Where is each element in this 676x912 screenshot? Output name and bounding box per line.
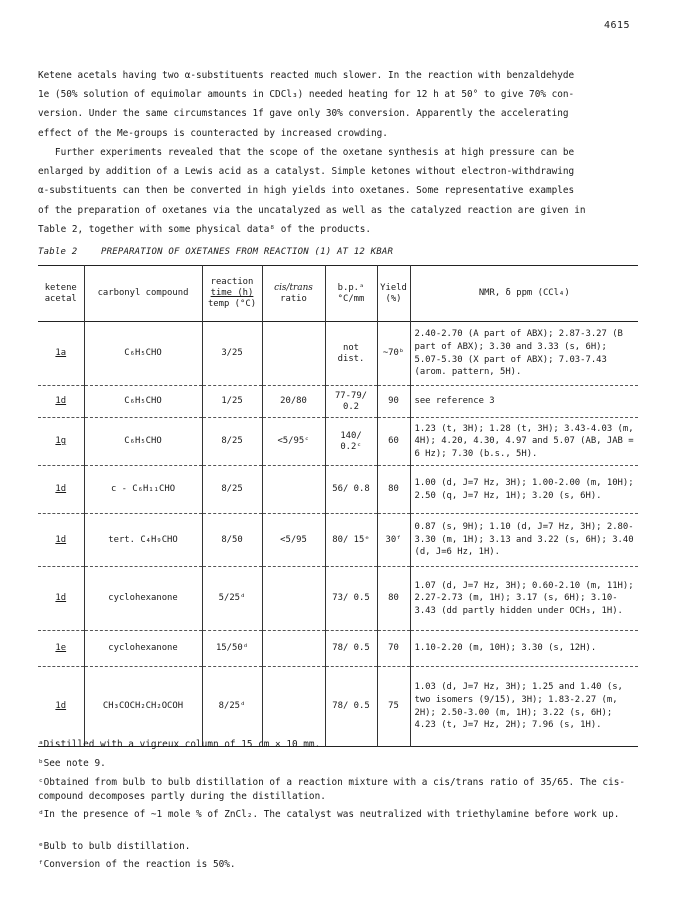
carbonyl-cell: cyclohexanone [84,567,202,631]
carbonyl-cell: tert. C₄H₉CHO [84,514,202,567]
footnote-c: ᶜObtained from bulb to bulb distillation of a reaction mixture with a cis/trans ratio of 35/65. The cis-compound decomposes partly during the distillation. [38,777,625,802]
nmr-cell: see reference 3 [410,386,638,418]
time-temp-cell: 3/25 [202,322,262,386]
paragraph-line: effect of the Me-groups is counteracted by increased crowding. [38,127,388,139]
time-temp-cell: 8/50 [202,514,262,567]
bp-unit-label: °C/mm [337,293,365,304]
yield-cell: 80 [377,567,410,631]
page-number: 4615 [604,20,631,31]
carbonyl-cell: C₆H₅CHO [84,418,202,466]
nmr-cell: 1.10-2.20 (m, 10H); 3.30 (s, 12H). [410,631,638,667]
ratio-cell: 20/80 [262,386,325,418]
time-temp-cell: 15/50ᵈ [202,631,262,667]
paragraph-line: Further experiments revealed that the scope of the oxetane synthesis at high pressure can be [38,147,575,158]
bp-cell: 78/ 0.5 [325,667,377,747]
footnote-a: ᵃDistilled with a vigreux column of 15 cm × 10 mm. [38,739,321,750]
yield-cell: 90 [377,386,410,418]
reaction-label: reaction [210,277,254,287]
ratio-cell [262,322,325,386]
yield-cell: ~70ᵇ [377,322,410,386]
carbonyl-cell: C₆H₅CHO [84,386,202,418]
ketene-acetal-cell: 1d [55,534,67,545]
ketene-acetal-cell: 1d [55,701,67,711]
ketene-acetal-cell: 1d [55,396,67,406]
yield-cell: 30ᶠ [377,514,410,567]
yield-unit-label: (%) [385,293,402,304]
table-header-row [38,266,638,322]
table-row [38,466,638,514]
paragraph-2 [38,143,638,239]
ratio-cell [262,567,325,631]
ketene-acetal-cell: 1d [55,484,67,494]
data-table [38,265,638,747]
yield-cell: 80 [377,466,410,514]
nmr-cell: 1.23 (t, 3H); 1.28 (t, 3H); 3.43-4.03 (m, 4H); 4.20, 4.30, 4.97 and 5.07 (AB, JAB = 6 Hz); 7.30 (b.s., 5H). [410,418,638,466]
carbonyl-cell: C₆H₅CHO [84,322,202,386]
bp-cell: 80/ 15ᵉ [325,514,377,567]
table-row [38,386,638,418]
yield-cell: 60 [377,418,410,466]
yield-cell: 70 [377,631,410,667]
col-header-carbonyl: carbonyl compound [84,266,202,322]
carbonyl-cell: cyclohexanone [84,631,202,667]
col-header-nmr: NMR, δ ppm (CCl₄) [410,266,638,322]
paragraph-line: α-substituents can then be converted in high yields into oxetanes. Some representative examples [38,185,575,197]
reaction-time-label: time (h) [210,288,254,298]
ratio-cell: <5/95ᶜ [262,418,325,466]
table-row [38,514,638,567]
nmr-cell: 1.00 (d, J=7 Hz, 3H); 1.00-2.00 (m, 10H); 2.50 (q, J=7 Hz, 1H); 3.20 (s, 6H). [410,466,638,514]
yield-label: Yield [380,282,407,293]
nmr-cell: 1.03 (d, J=7 Hz, 3H); 1.25 and 1.40 (s, two isomers (9/15), 3H); 1.83-2.27 (m, 2H); 2.50-3.00 (m, 1H); 3.22 (s, 6H); 4.23 (t, J=7 Hz, 2H); 7.96 (s, 1H). [410,667,638,747]
footnote-e: ᵉBulb to bulb distillation. [38,841,191,852]
time-temp-cell: 8/25 [202,418,262,466]
table-title: PREPARATION OF OXETANES FROM REACTION (1) AT 12 KBAR [100,247,394,257]
ketene-acetal-cell: 1a [55,348,67,358]
time-temp-cell: 5/25ᵈ [202,567,262,631]
bp-cell: not dist. [325,322,377,386]
table-row [38,567,638,631]
yield-cell: 75 [377,667,410,747]
paragraph-line: Ketene acetals having two α-substituents reacted much slower. In the reaction with benzaldehyde [38,70,575,81]
col-header-ratio [262,266,325,322]
col-header-yield [377,266,410,322]
paragraph-line: of the preparation of oxetanes via the uncatalyzed as well as the catalyzed reaction are given in [38,204,586,216]
ketene-acetal-cell: 1g [55,436,67,446]
carbonyl-cell: c - C₆H₁₁CHO [84,466,202,514]
bp-cell: 140/ 0.2ᶜ [325,418,377,466]
bp-cell: 56/ 0.8 [325,466,377,514]
table-row [38,418,638,466]
nmr-cell: 0.87 (s, 9H); 1.10 (d, J=7 Hz, 3H); 2.80-3.30 (m, 1H); 3.13 and 3.22 (s, 6H); 3.40 (d, J=6 Hz, 1H). [410,514,638,567]
table-caption [38,247,393,257]
carbonyl-cell: CH₃COCH₂CH₂OCOH [84,667,202,747]
reaction-temp-label: temp (°C) [207,299,257,309]
col-header-bp [325,266,377,322]
time-temp-cell: 1/25 [202,386,262,418]
col-header-ketene-acetal: ketene acetal [44,282,77,304]
table-row [38,631,638,667]
ratio-cell [262,631,325,667]
ketene-acetal-cell: 1d [55,593,67,603]
ketene-acetal-cell: 1e [55,643,67,653]
col-header-reaction [202,266,262,322]
time-temp-cell: 8/25ᵈ [202,667,262,747]
paragraph-line: version. Under the same circumstances 1f gave only 30% conversion. Apparently the accelerating [38,108,569,120]
table-label: Table 2 [38,247,78,257]
bp-cell: 73/ 0.5 [325,567,377,631]
bp-label: b.p.ᵃ [337,282,365,293]
footnote-d: ᵈIn the presence of ~1 mole % of ZnCl₂. The catalyst was neutralized with triethylamine before work up. [38,809,620,820]
nmr-cell: 2.40-2.70 (A part of ABX); 2.87-3.27 (B part of ABX); 3.30 and 3.33 (s, 6H); 5.07-5.30 (X part of ABX); 7.03-7.43 (arom. pattern, 5H). [410,322,638,386]
table-row [38,322,638,386]
ratio-cell [262,667,325,747]
footnote-f: ᶠConversion of the reaction is 50%. [38,859,236,870]
paragraph-line: 1e (50% solution of equimolar amounts in CDCl₃) needed heating for 12 h at 50° to give 70% con- [38,89,575,101]
ratio-cell: <5/95 [262,514,325,567]
ratio-cell [262,466,325,514]
paragraph-1 [38,66,638,143]
bp-cell: 78/ 0.5 [325,631,377,667]
nmr-cell: 1.07 (d, J=7 Hz, 3H); 0.60-2.10 (m, 11H); 2.27-2.73 (m, 1H); 3.17 (s, 6H); 3.10-3.43 (dd partly hidden under OCH₃, 1H). [410,567,638,631]
time-temp-cell: 8/25 [202,466,262,514]
footnote-b: ᵇSee note 9. [38,758,106,769]
paragraph-line: enlarged by addition of a Lewis acid as a catalyst. Simple ketones without electron-withdrawing [38,166,575,178]
bp-cell: 77-79/ 0.2 [325,386,377,418]
paragraph-line: Table 2, together with some physical data⁸ of the products. [38,223,372,235]
ratio-label: cis/trans [274,282,313,293]
table-row [38,667,638,747]
ratio-sub-label: ratio [280,293,307,304]
